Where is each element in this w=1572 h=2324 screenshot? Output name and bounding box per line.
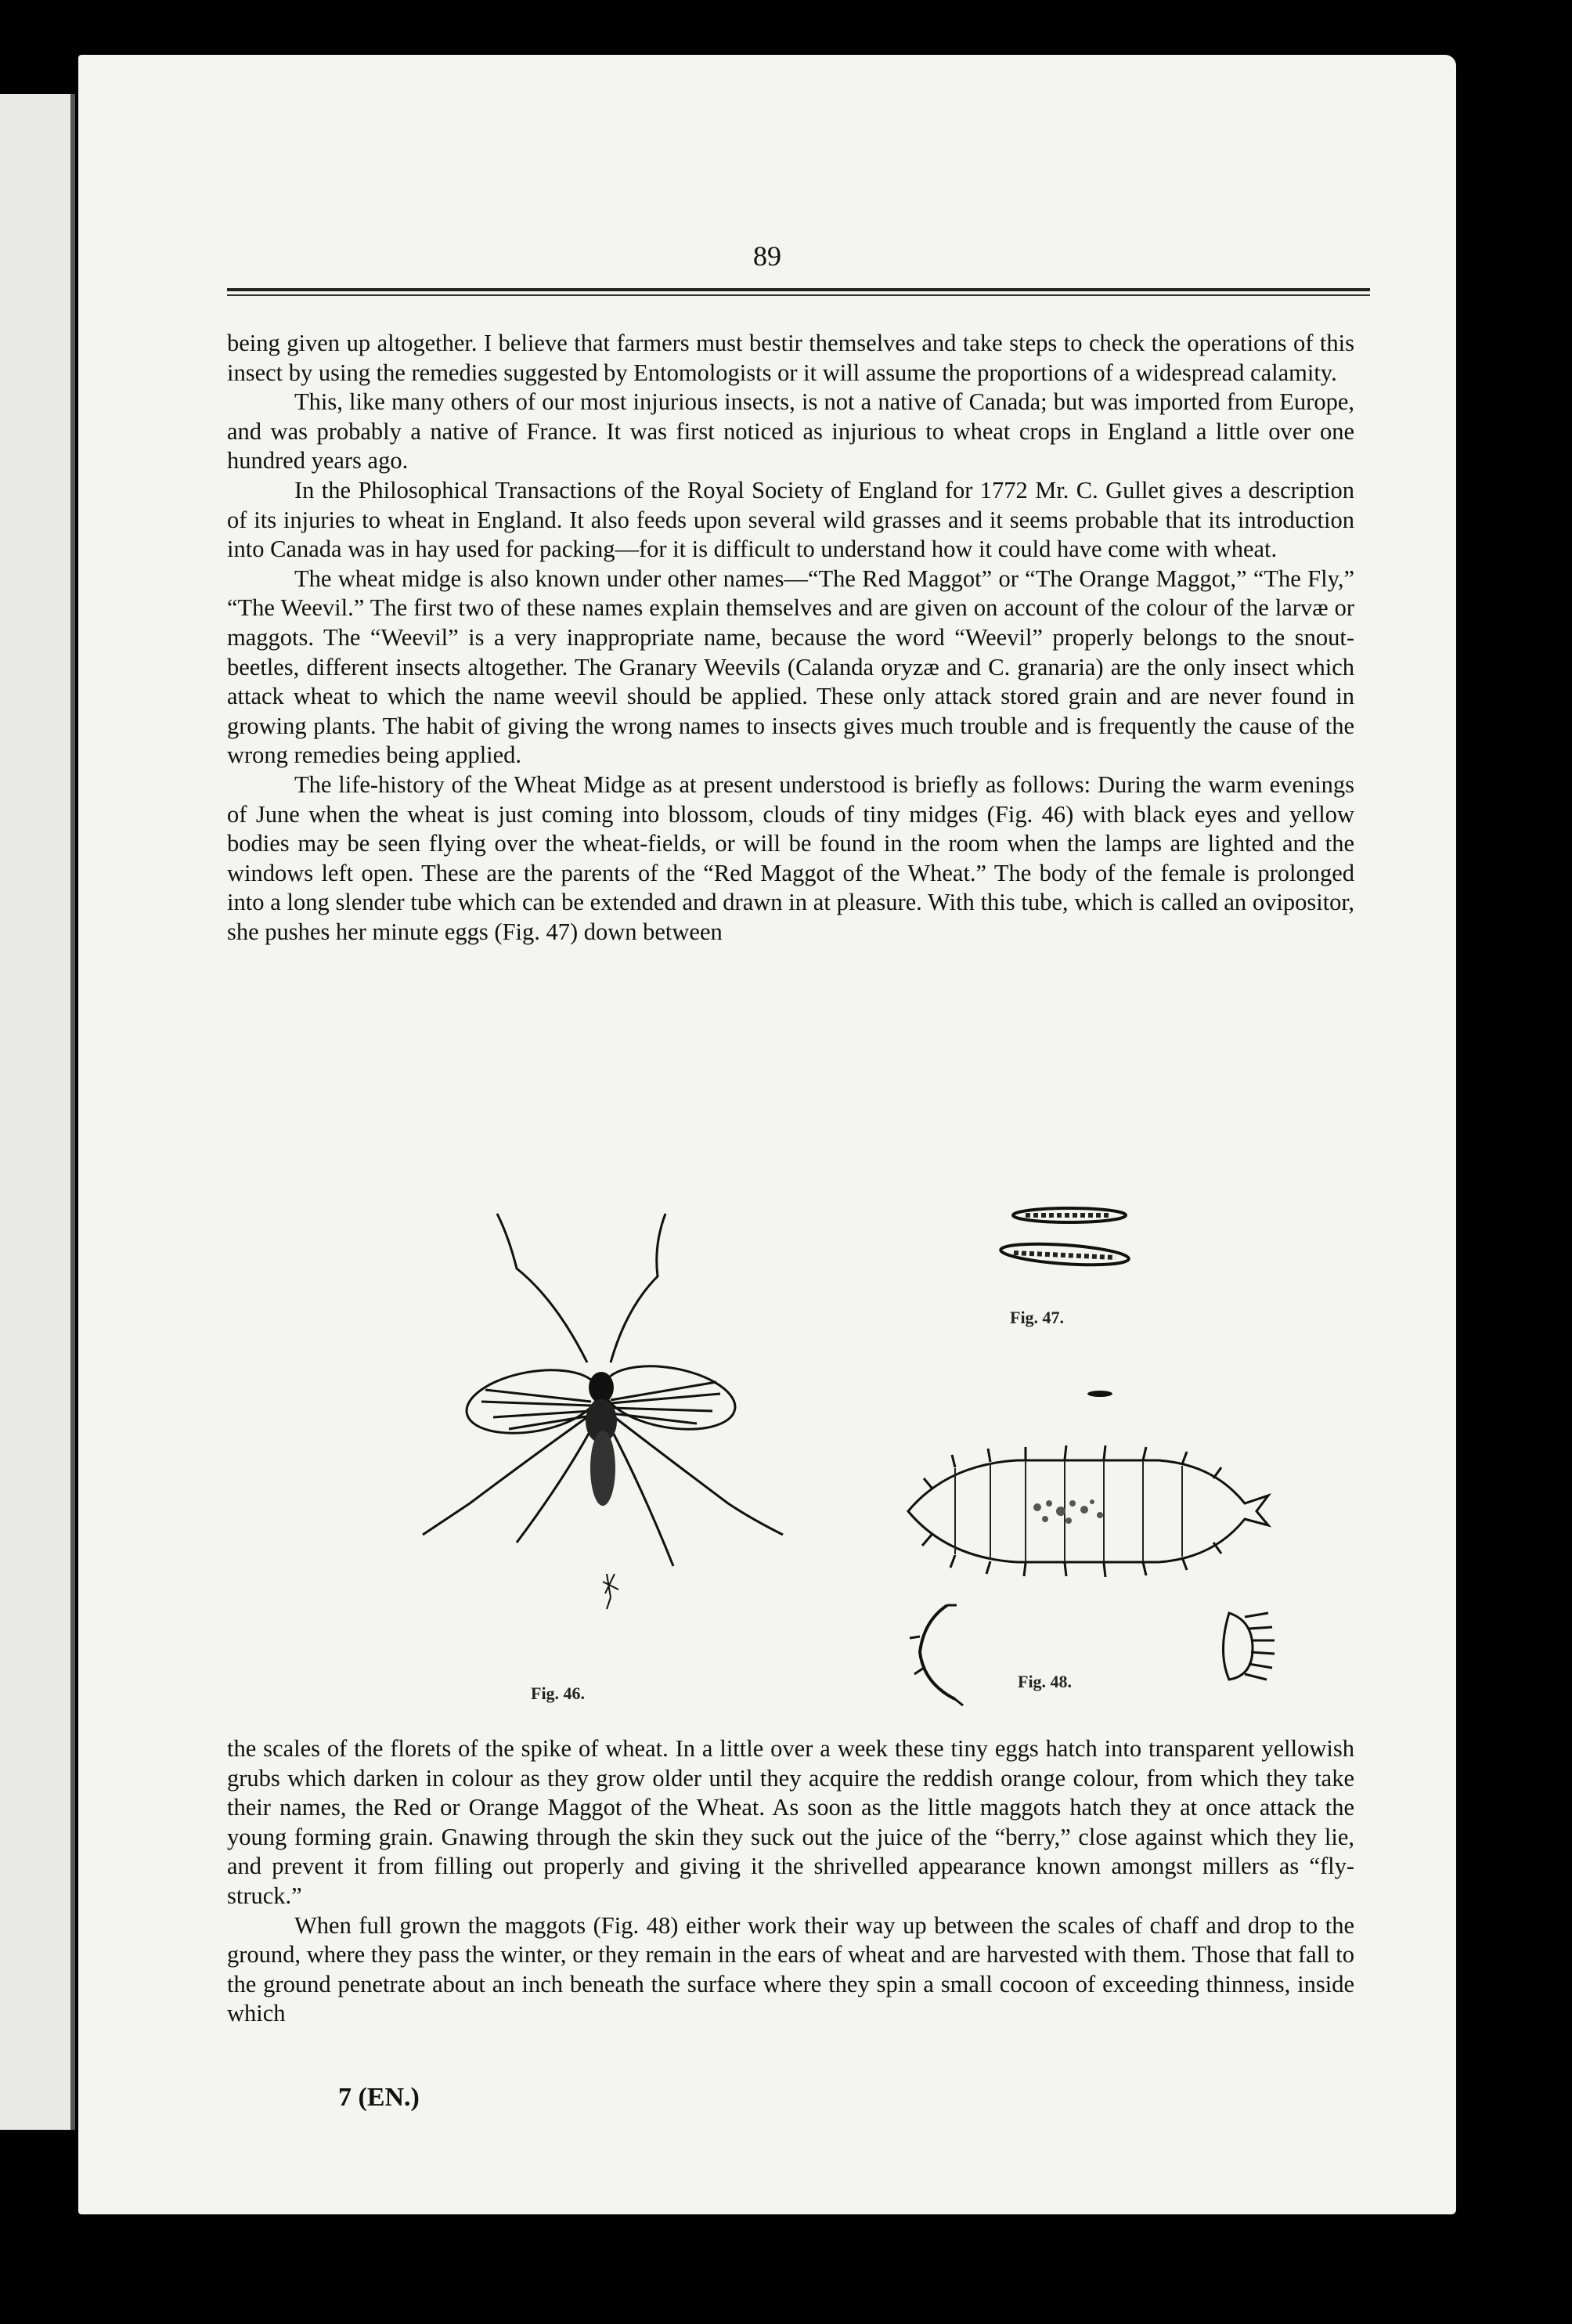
page-number: 89 bbox=[753, 240, 781, 272]
signature-mark: 7 (EN.) bbox=[338, 2083, 420, 2112]
caption-fig-47: Fig. 47. bbox=[1010, 1308, 1065, 1327]
paragraph: the scales of the florets of the spike of wheat. In a little over a week these tiny eggs hatch into transparent yellowish grubs which darken in colour as they grow older until they acquire the reddish orange colour, from which they take their names, the Red or Orange Maggot of the Wheat. As soon as the little maggots hatch they at once attack the young forming grain. Gnawing through the skin they suck out the juice of the “berry,” close against which they lie, and prevent it from filling out properly and giving it the shrivelled appearance known amongst millers as “fly-struck.” bbox=[227, 1735, 1354, 1909]
binding-spine bbox=[70, 94, 75, 2130]
facing-page-edge bbox=[0, 94, 75, 2130]
wheat-midge-illustration bbox=[376, 1206, 845, 1644]
wheat-midge-larva-illustration bbox=[900, 1386, 1307, 1723]
caption-fig-48: Fig. 48. bbox=[1018, 1672, 1073, 1691]
wheat-midge-eggs-illustration bbox=[947, 1198, 1182, 1300]
header-rule-thin bbox=[227, 294, 1370, 296]
caption-fig-46: Fig. 46. bbox=[531, 1683, 586, 1703]
paragraph: This, like many others of our most injurious insects, is not a native of Canada; but was imported from Europe, and was probably a native of France. It was first noticed as injurious to wheat crops in England a little over one hundred years ago. bbox=[227, 388, 1354, 475]
header-rule-thick bbox=[227, 288, 1370, 291]
paragraph: In the Philosophical Transactions of the Royal Society of England for 1772 Mr. C. Gullet gives a description of its injuries to wheat in England. It also feeds upon several wild grasses and it seems probable that its introduction into Canada was in hay used for packing—for it is difficult to understand how it could have come with wheat. bbox=[227, 476, 1354, 563]
paragraph: When full grown the maggots (Fig. 48) either work their way up between the scales of chaff and drop to the ground, where they pass the winter, or they remain in the ears of wheat and are harvested with them. Those that fall to the ground penetrate about an inch beneath the surface where they spin a small cocoon of exceeding thinness, inside which bbox=[227, 1911, 1354, 2027]
paragraph: The life-history of the Wheat Midge as at present understood is briefly as follows: During the warm evenings of June when the wheat is just coming into blossom, clouds of tiny midges (Fig. 46) with black eyes and yellow bodies may be seen flying over the wheat-fields, or will be found in the room when the lamps are lighted and the windows left open. These are the parents of the “Red Maggot of the Wheat.” The body of the female is prolonged into a long slender tube which can be extended and drawn in at pleasure. With this tube, which is called an ovipositor, she pushes her minute eggs (Fig. 47) down between bbox=[227, 770, 1354, 945]
paragraph: The wheat midge is also known under other names—“The Red Maggot” or “The Orange Maggot,” “The Fly,” “The Weevil.” The first two of these names explain themselves and are given on account of the colour of the larvæ or maggots. The “Weevil” is a very inappropriate name, because the word “Weevil” properly belongs to the snout-beetles, different insects altogether. The Granary Weevils (Calanda oryzæ and C. granaria) are the only insect which attack wheat to which the name weevil should be applied. These only attack stored grain and are never found in growing plants. The habit of giving the wrong names to insects gives much trouble and is frequently the cause of the wrong remedies being applied. bbox=[227, 565, 1354, 769]
document-page bbox=[78, 55, 1456, 2214]
body-text-bottom bbox=[227, 1734, 1354, 2029]
paragraph: being given up altogether. I believe that farmers must bestir themselves and take steps to check the operations of this insect by using the remedies suggested by Entomologists or it will assume the proportions of a widespread calamity. bbox=[227, 330, 1354, 386]
body-text-top bbox=[227, 329, 1354, 947]
